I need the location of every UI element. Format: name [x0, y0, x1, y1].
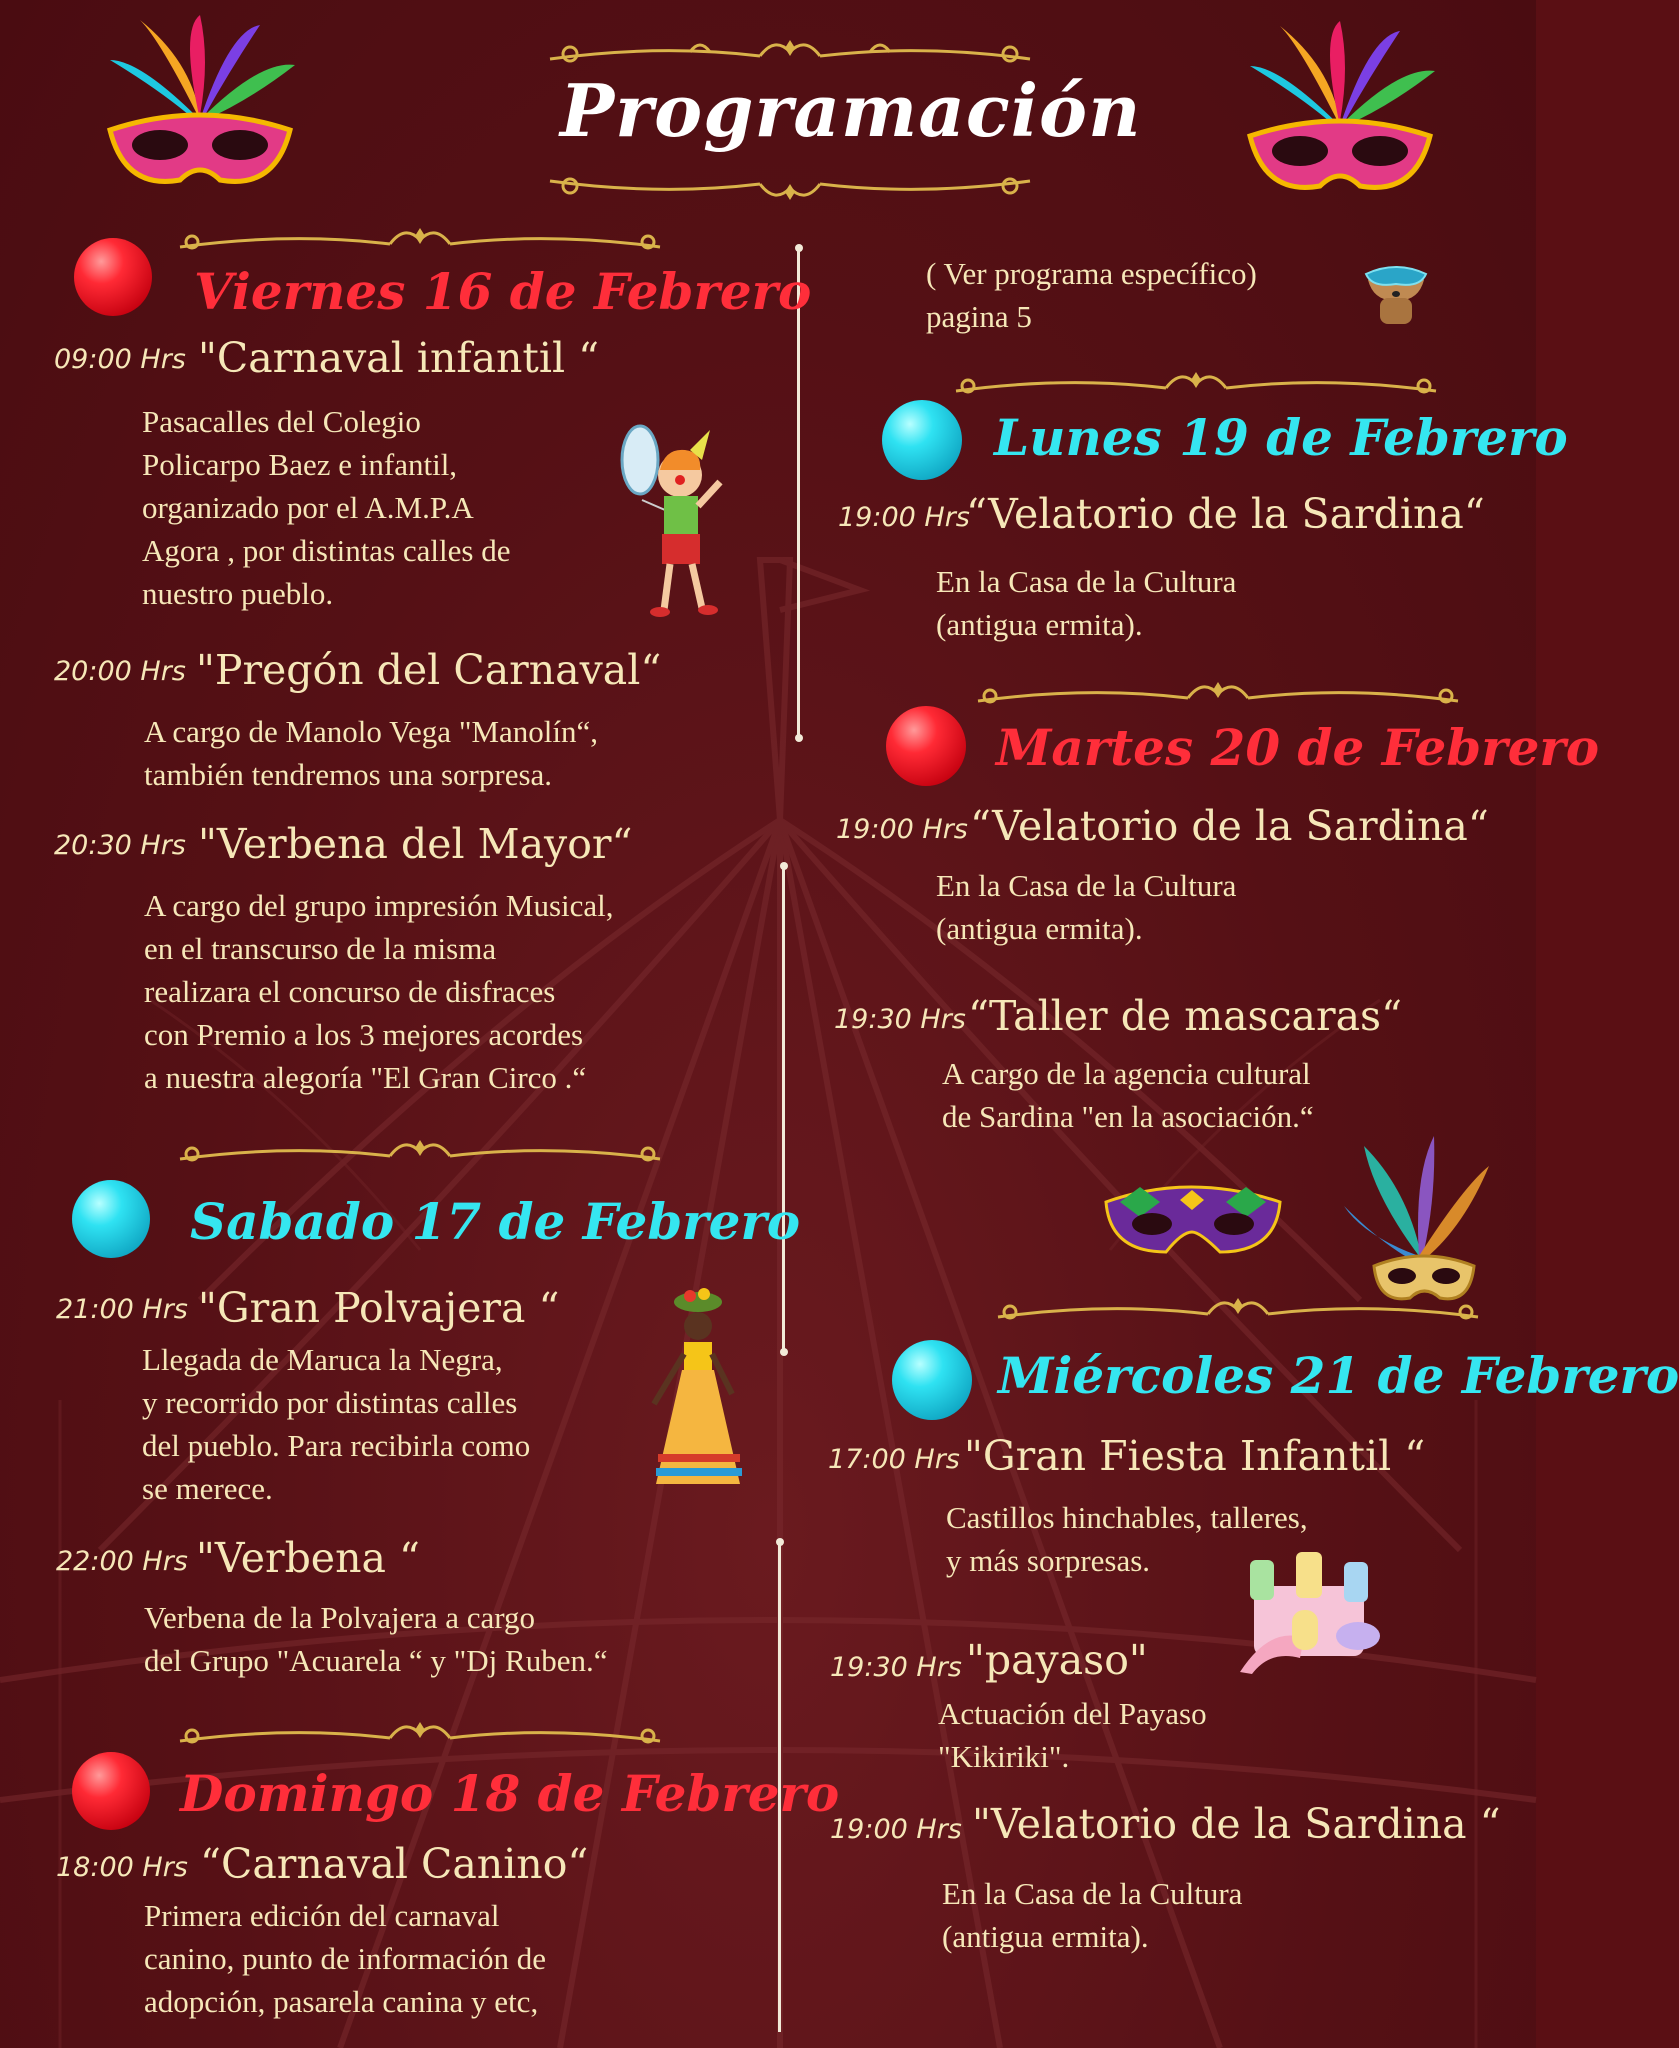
- event-description: En la Casa de la Cultura (antigua ermita).: [936, 564, 1237, 642]
- ball-icon: [892, 1340, 972, 1420]
- day-heading-domingo: Domingo 18 de Febrero: [180, 1764, 840, 1823]
- clown-balloon-icon: [620, 420, 740, 620]
- bouncy-castle-icon: [1240, 1546, 1384, 1676]
- event-time: [56, 1294, 188, 1325]
- event-time: [838, 502, 970, 533]
- event-time: [836, 814, 968, 845]
- time-value: 19:00: [836, 814, 914, 845]
- divider-dot: [795, 244, 803, 252]
- hrs-label: Hrs: [922, 814, 968, 845]
- time-value: 09:00: [54, 344, 132, 375]
- event-title: "Verbena “: [196, 1534, 420, 1582]
- time-value: 19:00: [830, 1814, 908, 1845]
- hrs-label: Hrs: [920, 1004, 966, 1035]
- event-time: [834, 1004, 966, 1035]
- event-time: [54, 830, 186, 861]
- day-heading-viernes: Viernes 16 de Febrero: [194, 262, 812, 321]
- event-description-continued: ( Ver programa específico) pagina 5: [926, 256, 1257, 334]
- ball-icon: [886, 706, 966, 786]
- ball-icon: [72, 1180, 150, 1258]
- event-title: “Velatorio de la Sardina“: [966, 490, 1485, 538]
- carnival-mask-icon: [100, 20, 300, 190]
- maruca-doll-icon: [636, 1284, 746, 1504]
- event-time: [54, 656, 186, 687]
- time-value: 19:30: [830, 1652, 908, 1683]
- time-value: 21:00: [56, 1294, 134, 1325]
- event-time: [830, 1814, 962, 1845]
- divider-dot: [780, 1348, 788, 1356]
- time-value: 19:00: [838, 502, 916, 533]
- page-title: Programación: [560, 68, 1142, 153]
- event-description: Verbena de la Polvajera a cargo del Grupo "Acuarela “ y "Dj Ruben.“: [144, 1600, 608, 1678]
- hrs-label: Hrs: [140, 344, 186, 375]
- event-time: [830, 1652, 962, 1683]
- divider-dot: [795, 734, 803, 742]
- day-heading-lunes: Lunes 19 de Febrero: [994, 408, 1568, 467]
- hrs-label: Hrs: [916, 1814, 962, 1845]
- gold-scroll-ornament: [170, 1716, 670, 1756]
- divider-dot: [780, 862, 788, 870]
- hrs-label: Hrs: [914, 1444, 960, 1475]
- gold-scroll-ornament: [540, 166, 1040, 206]
- hrs-label: Hrs: [142, 1546, 188, 1577]
- gold-scroll-ornament: [968, 676, 1468, 716]
- carnival-mask-icon: [1240, 26, 1440, 196]
- event-time: [56, 1852, 188, 1883]
- time-value: 20:30: [54, 830, 132, 861]
- event-time: [56, 1546, 188, 1577]
- event-description: Actuación del Payaso "Kikiriki".: [938, 1696, 1207, 1774]
- event-description: A cargo de la agencia cultural de Sardina "en la asociación.“: [942, 1056, 1314, 1134]
- time-value: 17:00: [828, 1444, 906, 1475]
- event-title: "Verbena del Mayor“: [198, 820, 633, 868]
- column-divider: [782, 864, 785, 1354]
- hrs-label: Hrs: [916, 1652, 962, 1683]
- event-description: A cargo del grupo impresión Musical, en el transcurso de la misma realizara el concurso de disfraces con Premio a los 3 mejores acordes a nuestra alegoría "El Gran Circo .“: [144, 888, 614, 1095]
- event-description: Castillos hinchables, talleres, y más sorpresas.: [946, 1500, 1308, 1578]
- event-time: [828, 1444, 960, 1475]
- ball-icon: [882, 400, 962, 480]
- time-value: 19:30: [834, 1004, 912, 1035]
- event-description: A cargo de Manolo Vega "Manolín“, también tendremos una sorpresa.: [144, 714, 599, 792]
- event-description: En la Casa de la Cultura (antigua ermita).: [942, 1876, 1243, 1954]
- event-title: “Velatorio de la Sardina“: [970, 802, 1489, 850]
- hrs-label: Hrs: [924, 502, 970, 533]
- ball-icon: [74, 238, 152, 316]
- event-description: Pasacalles del Colegio Policarpo Baez e infantil, organizado por el A.M.P.A Agora , por distintas calles de nuestro pueblo.: [142, 404, 511, 611]
- event-title: "payaso": [966, 1636, 1148, 1684]
- event-title: "Velatorio de la Sardina “: [972, 1800, 1501, 1848]
- gold-scroll-ornament: [170, 222, 670, 262]
- event-title: "Gran Polvajera “: [198, 1284, 560, 1332]
- time-value: 20:00: [54, 656, 132, 687]
- event-title: "Gran Fiesta Infantil “: [964, 1432, 1426, 1480]
- hrs-label: Hrs: [140, 656, 186, 687]
- dog-mask-icon: [1358, 240, 1434, 330]
- event-time: [54, 344, 186, 375]
- event-title: “Taller de mascaras“: [968, 992, 1403, 1040]
- hrs-label: Hrs: [142, 1294, 188, 1325]
- event-description: Llegada de Maruca la Negra, y recorrido por distintas calles del pueblo. Para recibirla como se merece.: [142, 1342, 531, 1506]
- event-description: En la Casa de la Cultura (antigua ermita).: [936, 868, 1237, 946]
- harlequin-mask-icon: [1100, 1172, 1286, 1262]
- time-value: 18:00: [56, 1852, 134, 1883]
- gold-scroll-ornament: [946, 366, 1446, 406]
- gold-scroll-ornament: [170, 1134, 670, 1174]
- event-title: "Carnaval infantil “: [198, 334, 600, 382]
- event-title: “Carnaval Canino“: [200, 1840, 589, 1888]
- day-heading-martes: Martes 20 de Febrero: [996, 718, 1600, 777]
- ball-icon: [72, 1752, 150, 1830]
- gold-scroll-ornament: [988, 1292, 1488, 1332]
- event-title: "Pregón del Carnaval“: [196, 646, 662, 694]
- time-value: 22:00: [56, 1546, 134, 1577]
- hrs-label: Hrs: [140, 830, 186, 861]
- divider-dot: [776, 1538, 784, 1546]
- hrs-label: Hrs: [142, 1852, 188, 1883]
- feather-mask-icon: [1344, 1136, 1494, 1312]
- day-heading-sabado: Sabado 17 de Febrero: [190, 1192, 801, 1251]
- day-heading-miercoles: Miércoles 21 de Febrero: [998, 1346, 1679, 1405]
- event-description: Primera edición del carnaval canino, punto de información de adopción, pasarela canina y etc,: [144, 1898, 547, 2019]
